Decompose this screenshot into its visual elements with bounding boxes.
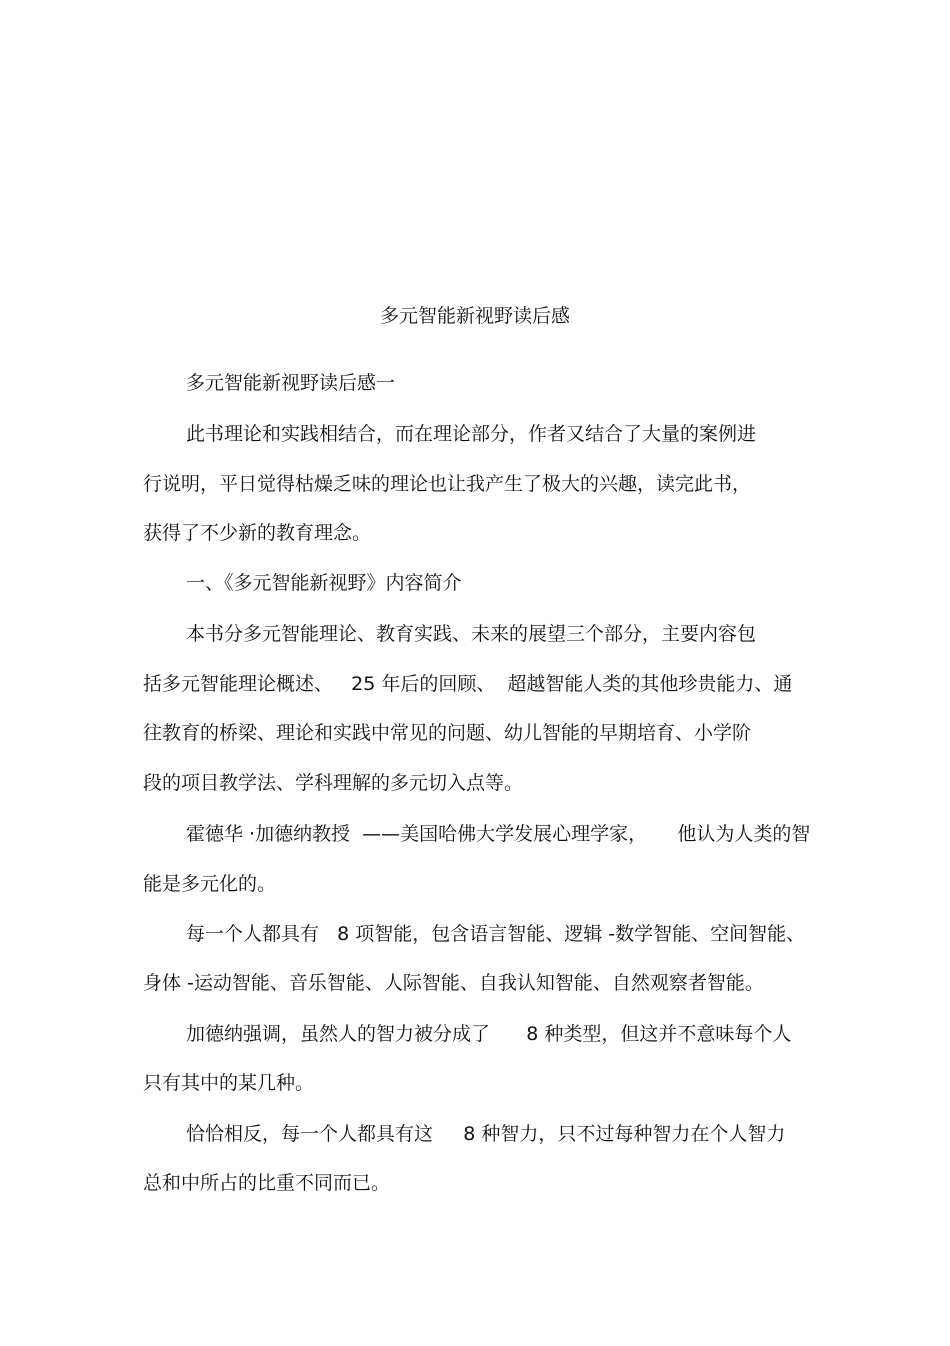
paragraph-line: 身体 -运动智能、音乐智能、人际智能、自我认知智能、自然观察者智能。: [143, 972, 764, 994]
paragraph-line: 每一个人都具有 8 项智能，包含语言智能、逻辑 -数学智能、空间智能、: [186, 923, 806, 945]
section-heading: 多元智能新视野读后感一: [186, 372, 396, 394]
paragraph-line: 此书理论和实践相结合，而在理论部分，作者又结合了大量的案例进: [186, 423, 757, 445]
paragraph-line: 本书分多元智能理论、教育实践、未来的展望三个部分，主要内容包: [186, 623, 757, 645]
paragraph-line: 往教育的桥梁、理论和实践中常见的问题、幼儿智能的早期培育、小学阶: [143, 722, 752, 744]
subsection-heading: 一、《多元智能新视野》内容简介: [186, 572, 462, 594]
paragraph-line: 段的项目教学法、学科理解的多元切入点等。: [143, 772, 524, 794]
document-title: 多元智能新视野读后感: [379, 305, 570, 327]
paragraph-line: 总和中所占的比重不同而已。: [143, 1172, 391, 1194]
paragraph-line: 加德纳强调，虽然人的智力被分成了 8 种类型，但这并不意味每个人: [186, 1023, 792, 1045]
paragraph-line: 括多元智能理论概述、 25 年后的回顾、 超越智能人类的其他珍贵能力、通: [143, 673, 793, 695]
paragraph-line: 只有其中的某几种。: [143, 1072, 315, 1094]
paragraph-line: 恰恰相反，每一个人都具有这 8 种智力，只不过每种智力在个人智力: [186, 1123, 786, 1145]
paragraph-line: 获得了不少新的教育理念。: [143, 522, 372, 544]
paragraph-line: 能是多元化的。: [143, 873, 277, 895]
paragraph-line: 行说明，平日觉得枯燥乏味的理论也让我产生了极大的兴趣，读完此书，: [143, 473, 752, 495]
paragraph-line: 霍德华 ·加德纳教授 ——美国哈佛大学发展心理学家， 他认为人类的智: [186, 823, 811, 845]
